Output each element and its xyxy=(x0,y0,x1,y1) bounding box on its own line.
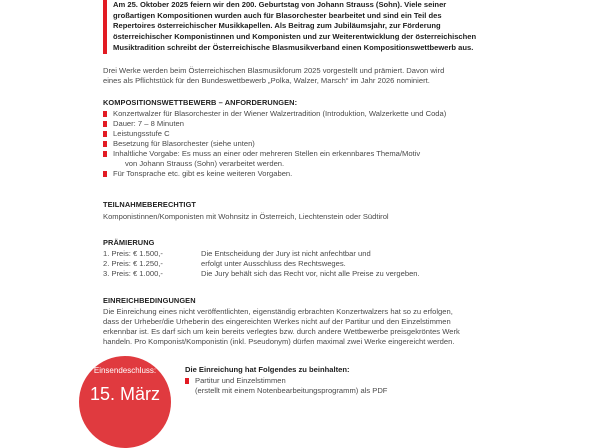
prize-row xyxy=(103,269,583,279)
list-item: Inhaltliche Vorgabe: Es muss an einer oder mehreren Stellen ein erkennbares Thema/Motiv xyxy=(103,149,583,159)
paragraph-line: dass der Urheber/die Urheberin des eingereichten Werkes nicht auf der Partitur und den Einzelstimmen xyxy=(103,317,451,326)
prize-amount: 2. Preis: € 1.250,- xyxy=(103,259,163,268)
intro-line: großartigen Kompositionen wurden auch für Blasorchester bearbeitet und sind ein Teil des xyxy=(113,11,583,22)
intro-line: Musiktradition schreibt der Österreichische Blasmusikverband einen Kompositionswettbewerb aus. xyxy=(113,43,583,54)
requirements-list xyxy=(103,109,583,179)
presentation-paragraph xyxy=(103,66,583,86)
paragraph-line: Die Einreichung eines nicht veröffentlichten, eigenständig erbrachten Konzertwalzers hat so zu erfolgen, xyxy=(103,307,453,316)
list-item: Konzertwalzer für Blasorchester in der Wiener Walzertradition (Introduktion, Walzerkette und Coda) xyxy=(103,109,583,119)
intro-line: österreichischer Komponistinnen und Komponisten und zur Weiterentwicklung der österreichischen xyxy=(113,32,583,43)
requirements-heading: KOMPOSITIONSWETTBEWERB – ANFORDERUNGEN: xyxy=(103,98,298,107)
prize-note: Die Entscheidung der Jury ist nicht anfechtbar und xyxy=(201,249,371,258)
prize-amount: 3. Preis: € 1.000,- xyxy=(103,269,163,278)
prize-row xyxy=(103,249,583,259)
intro-paragraph xyxy=(113,0,583,54)
awards-heading: PRÄMIERUNG xyxy=(103,238,155,247)
paragraph-line: Drei Werke werden beim Österreichischen Blasmusikforum 2025 vorgestellt und prämiert. Davon wird xyxy=(103,66,445,75)
prize-amount: 1. Preis: € 1.500,- xyxy=(103,249,163,258)
list-item-continuation: (erstellt mit einem Notenbearbeitungsprogramm) als PDF xyxy=(195,386,388,395)
awards-table xyxy=(103,249,583,279)
list-item: Für Tonsprache etc. gibt es keine weiteren Vorgaben. xyxy=(103,169,583,179)
paragraph-line: eines als Pflichtstück für den Bundeswettbewerb „Polka, Walzer, Marsch“ im Jahr 2026 nominiert. xyxy=(103,76,430,85)
eligibility-line: Komponistinnen/Komponisten mit Wohnsitz in Österreich, Liechtenstein oder Südtirol xyxy=(103,212,389,221)
submission-contents-heading: Die Einreichung hat Folgendes zu beinhalten: xyxy=(185,365,350,374)
prize-note: erfolgt unter Ausschluss des Rechtsweges. xyxy=(201,259,346,268)
prize-note: Die Jury behält sich das Recht vor, nicht alle Preise zu vergeben. xyxy=(201,269,420,278)
list-item: Partitur und Einzelstimmen xyxy=(185,376,387,386)
deadline-label: Einsendeschluss: xyxy=(93,366,157,375)
submission-contents-list xyxy=(185,376,387,396)
list-item: Dauer: 7 – 8 Minuten xyxy=(103,119,583,129)
paragraph-line: handeln. Pro Komponist/Komponistin (inkl. Pseudonym) dürfen maximal zwei Werke eingereicht werden. xyxy=(103,337,455,346)
list-item-continuation: von Johann Strauss (Sohn) verarbeitet werden. xyxy=(125,159,285,168)
deadline-date: 15. März xyxy=(89,384,161,404)
submission-paragraph xyxy=(103,307,583,347)
eligibility-text xyxy=(103,212,583,222)
intro-line: Repertoires österreichischer Musikkapellen. Als Beitrag zum Jubiläumsjahr, zur Förderung xyxy=(113,21,583,32)
paragraph-line: erkennbar ist. Es darf sich um kein bereits verlegtes bzw. durch andere Wettbewerbe preisgekröntes Werk xyxy=(103,327,460,336)
list-item: Besetzung für Blasorchester (siehe unten) xyxy=(103,139,583,149)
prize-row xyxy=(103,259,583,269)
list-item: Leistungsstufe C xyxy=(103,129,583,139)
submission-heading: EINREICHBEDINGUNGEN xyxy=(103,296,196,305)
eligibility-heading: TEILNAHMEBERECHTIGT xyxy=(103,200,197,209)
intro-line: Am 25. Oktober 2025 feiern wir den 200. Geburtstag von Johann Strauss (Sohn). Viele seiner xyxy=(113,0,583,11)
deadline-badge xyxy=(79,356,171,448)
